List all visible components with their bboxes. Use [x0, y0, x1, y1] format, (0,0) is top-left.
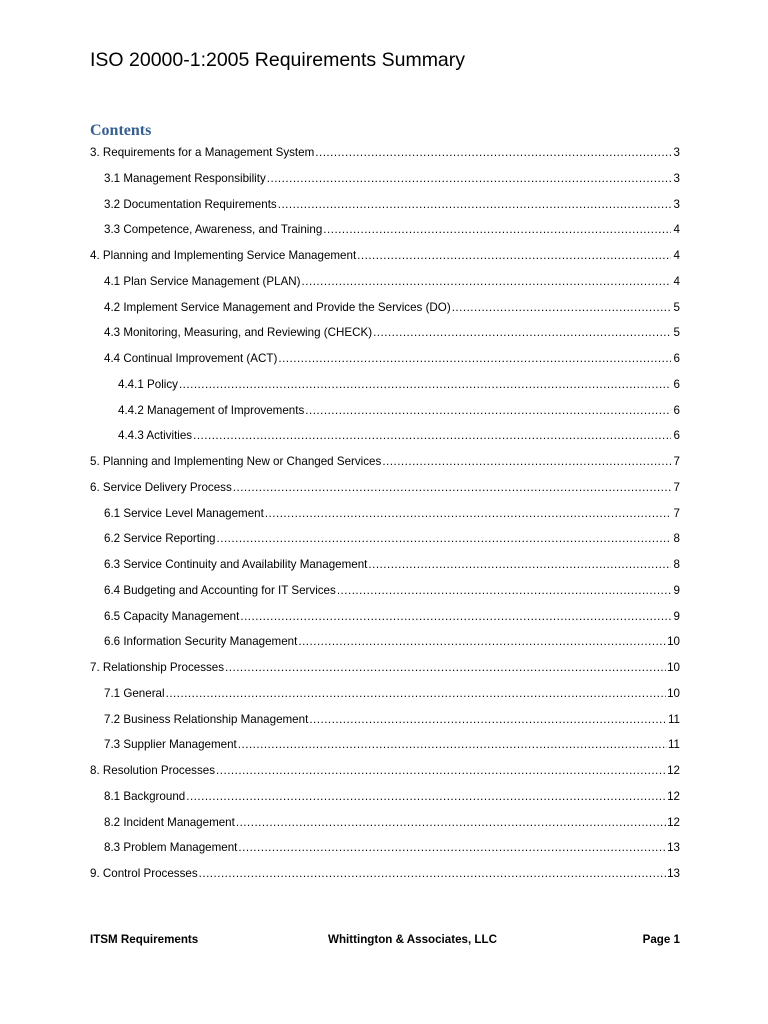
- toc-entry[interactable]: [90, 580, 680, 606]
- toc-entry-label[interactable]: 4.2 Implement Service Management and Provide the Services (DO): [104, 300, 451, 314]
- toc-entry-page-number[interactable]: 3: [673, 171, 680, 185]
- toc-entry-label[interactable]: 6.6 Information Security Management: [104, 635, 298, 649]
- toc-entry[interactable]: [90, 631, 680, 657]
- toc-entry-page-number[interactable]: 6: [673, 429, 680, 443]
- toc-dot-leader: [382, 451, 671, 473]
- toc-dot-leader: [217, 528, 672, 550]
- toc-entry[interactable]: [90, 271, 680, 297]
- toc-entry-page-number[interactable]: 12: [667, 789, 680, 803]
- toc-entry-page-number[interactable]: 11: [667, 712, 680, 726]
- toc-entry-page-number[interactable]: 5: [673, 326, 680, 340]
- toc-entry[interactable]: [90, 863, 680, 889]
- toc-dot-leader: [302, 271, 671, 293]
- toc-entry[interactable]: [90, 477, 680, 503]
- toc-entry-page-number[interactable]: 3: [673, 146, 680, 159]
- toc-dot-leader: [166, 683, 667, 705]
- table-of-contents: [90, 142, 680, 889]
- toc-entry-page-number[interactable]: 11: [667, 738, 680, 752]
- toc-entry[interactable]: [90, 194, 680, 220]
- contents-heading: Contents: [90, 122, 152, 139]
- toc-entry-page-number[interactable]: 10: [667, 661, 680, 674]
- toc-dot-leader: [357, 245, 671, 267]
- toc-entry-label[interactable]: 4.4.3 Activities: [118, 429, 193, 443]
- toc-entry-label[interactable]: 8. Resolution Processes: [90, 764, 216, 777]
- toc-entry-label[interactable]: 6. Service Delivery Process: [90, 480, 232, 494]
- toc-entry-label[interactable]: 6.2 Service Reporting: [104, 532, 216, 546]
- toc-entry-label[interactable]: 8.3 Problem Management: [104, 841, 238, 855]
- toc-dot-leader: [238, 837, 666, 859]
- toc-entry-label[interactable]: 5. Planning and Implementing New or Changed Services: [90, 455, 382, 468]
- toc-entry-page-number[interactable]: 9: [673, 609, 680, 623]
- toc-entry[interactable]: [90, 219, 680, 245]
- toc-entry[interactable]: [90, 374, 680, 400]
- toc-entry[interactable]: [90, 528, 680, 554]
- toc-entry-label[interactable]: 6.4 Budgeting and Accounting for IT Services: [104, 583, 336, 597]
- toc-dot-leader: [309, 709, 667, 731]
- toc-entry[interactable]: [90, 348, 680, 374]
- toc-entry[interactable]: [90, 451, 680, 477]
- toc-dot-leader: [193, 425, 671, 447]
- toc-entry-page-number[interactable]: 4: [673, 223, 680, 237]
- toc-entry-label[interactable]: 6.5 Capacity Management: [104, 609, 240, 623]
- toc-dot-leader: [452, 297, 671, 319]
- toc-entry[interactable]: [90, 168, 680, 194]
- toc-entry[interactable]: [90, 683, 680, 709]
- toc-entry-label[interactable]: 3. Requirements for a Management System: [90, 146, 315, 159]
- toc-entry[interactable]: [90, 322, 680, 348]
- toc-entry[interactable]: [90, 554, 680, 580]
- toc-entry-label[interactable]: 4.3 Monitoring, Measuring, and Reviewing (CHECK): [104, 326, 373, 340]
- toc-entry[interactable]: [90, 760, 680, 786]
- toc-dot-leader: [233, 477, 671, 499]
- toc-dot-leader: [238, 734, 667, 756]
- toc-dot-leader: [373, 322, 671, 344]
- toc-entry-page-number[interactable]: 4: [673, 249, 680, 262]
- toc-entry-label[interactable]: 7.3 Supplier Management: [104, 738, 237, 752]
- toc-dot-leader: [337, 580, 671, 602]
- toc-entry[interactable]: [90, 297, 680, 323]
- toc-entry-page-number[interactable]: 9: [673, 583, 680, 597]
- toc-entry-page-number[interactable]: 13: [667, 867, 680, 880]
- toc-dot-leader: [305, 400, 671, 422]
- toc-dot-leader: [267, 168, 671, 190]
- footer-page-number: Page 1: [642, 933, 680, 946]
- toc-entry[interactable]: [90, 606, 680, 632]
- toc-entry-label[interactable]: 8.2 Incident Management: [104, 815, 235, 829]
- toc-entry-page-number[interactable]: 8: [673, 532, 680, 546]
- toc-entry-page-number[interactable]: 12: [667, 815, 680, 829]
- toc-entry-page-number[interactable]: 10: [667, 635, 680, 649]
- page-footer: [90, 929, 680, 951]
- toc-entry-page-number[interactable]: 7: [673, 480, 680, 494]
- toc-entry[interactable]: [90, 400, 680, 426]
- toc-entry-label[interactable]: 4.4.1 Policy: [118, 377, 178, 391]
- toc-entry-page-number[interactable]: 7: [673, 455, 680, 468]
- toc-entry-page-number[interactable]: 4: [673, 274, 680, 288]
- toc-entry[interactable]: [90, 245, 680, 271]
- toc-entry[interactable]: [90, 837, 680, 863]
- toc-entry-page-number[interactable]: 3: [673, 197, 680, 211]
- toc-entry-label[interactable]: 4.4 Continual Improvement (ACT): [104, 352, 278, 365]
- toc-dot-leader: [265, 503, 671, 525]
- toc-entry[interactable]: [90, 786, 680, 812]
- toc-entry-page-number[interactable]: 6: [673, 403, 680, 417]
- toc-entry[interactable]: [90, 425, 680, 451]
- toc-dot-leader: [199, 863, 666, 885]
- toc-entry-label[interactable]: 8.1 Background: [104, 789, 186, 803]
- toc-entry-page-number[interactable]: 7: [673, 506, 680, 520]
- toc-entry-page-number[interactable]: 6: [673, 377, 680, 391]
- toc-entry-label[interactable]: 9. Control Processes: [90, 867, 198, 880]
- toc-entry[interactable]: [90, 709, 680, 735]
- toc-entry-label[interactable]: 3.2 Documentation Requirements: [104, 197, 277, 211]
- toc-entry-page-number[interactable]: 13: [667, 841, 680, 855]
- toc-entry-page-number[interactable]: 5: [673, 300, 680, 314]
- toc-entry-label[interactable]: 7. Relationship Processes: [90, 661, 225, 674]
- toc-entry-page-number[interactable]: 10: [667, 686, 680, 700]
- toc-entry[interactable]: [90, 812, 680, 838]
- toc-dot-leader: [278, 194, 671, 216]
- toc-entry-label[interactable]: 7.2 Business Relationship Management: [104, 712, 309, 726]
- toc-entry-label[interactable]: 3.1 Management Responsibility: [104, 171, 266, 185]
- document-title: ISO 20000-1:2005 Requirements Summary: [90, 49, 466, 71]
- toc-dot-leader: [186, 786, 666, 808]
- toc-dot-leader: [179, 374, 671, 396]
- toc-entry[interactable]: [90, 142, 680, 168]
- toc-entry[interactable]: [90, 503, 680, 529]
- toc-dot-leader: [240, 606, 671, 628]
- toc-entry-label[interactable]: 4.1 Plan Service Management (PLAN): [104, 274, 301, 288]
- footer-center-text: Whittington & Associates, LLC: [328, 933, 497, 946]
- toc-dot-leader: [278, 348, 671, 370]
- toc-dot-leader: [216, 760, 666, 782]
- toc-entry-page-number[interactable]: 12: [667, 764, 680, 777]
- toc-entry-label[interactable]: 6.1 Service Level Management: [104, 506, 264, 520]
- toc-entry[interactable]: [90, 657, 680, 683]
- toc-entry-label[interactable]: 4. Planning and Implementing Service Management: [90, 249, 357, 262]
- toc-entry-page-number[interactable]: 8: [673, 558, 680, 571]
- toc-entry-label[interactable]: 4.4.2 Management of Improvements: [118, 403, 305, 417]
- toc-entry-label[interactable]: 3.3 Competence, Awareness, and Training: [104, 223, 323, 237]
- toc-entry-label[interactable]: 7.1 General: [104, 686, 165, 700]
- toc-entry-label[interactable]: 6.3 Service Continuity and Availability Management: [104, 558, 368, 571]
- toc-entry-page-number[interactable]: 6: [673, 352, 680, 365]
- toc-entry[interactable]: [90, 734, 680, 760]
- toc-dot-leader: [236, 812, 666, 834]
- toc-dot-leader: [225, 657, 666, 679]
- toc-dot-leader: [368, 554, 671, 576]
- toc-dot-leader: [315, 142, 671, 164]
- toc-dot-leader: [298, 631, 666, 653]
- toc-dot-leader: [323, 219, 671, 241]
- footer-left-text: ITSM Requirements: [90, 933, 199, 946]
